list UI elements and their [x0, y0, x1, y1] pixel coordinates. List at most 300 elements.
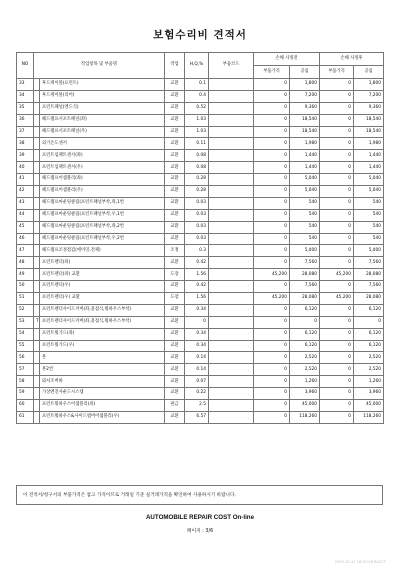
row-no: 44: [17, 209, 34, 221]
row-item-name: 프런트임팩트센서(좌): [40, 150, 165, 162]
row-part-code: [209, 79, 254, 91]
row-part-price-before: 0: [254, 281, 290, 293]
row-part-code: [209, 233, 254, 245]
row-part-code: [209, 388, 254, 400]
row-part-price-after: 0: [320, 245, 354, 257]
header-work: 작업: [165, 53, 185, 79]
row-no: 49: [17, 269, 34, 281]
row-hours: 0.11: [185, 138, 209, 150]
row-hours: 6.57: [185, 411, 209, 423]
row-part-code: [209, 352, 254, 364]
row-part-price-after: 0: [320, 400, 354, 412]
header-labor-after: 공임: [354, 66, 384, 79]
row-hours: 0.14: [185, 364, 209, 376]
header-item: 작업항목 및 부품명: [34, 53, 165, 79]
row-labor-after: 540: [354, 197, 384, 209]
row-work-type: 교환: [165, 411, 185, 423]
row-labor-after: 18,540: [354, 114, 384, 126]
page-number: 페이지 : 3/6: [186, 529, 214, 534]
row-hours: 0.52: [185, 102, 209, 114]
row-no: 34: [17, 90, 34, 102]
row-labor-after: 540: [354, 221, 384, 233]
row-no: 55: [17, 340, 34, 352]
table-row: [17, 197, 384, 209]
header-hours: H,Q,%: [185, 53, 209, 79]
row-labor-after: 1,440: [354, 150, 384, 162]
row-labor-before: 2,520: [290, 364, 320, 376]
row-part-code: [209, 174, 254, 186]
row-hours: 0.22: [185, 388, 209, 400]
row-part-price-after: 0: [320, 90, 354, 102]
row-part-price-after: 0: [320, 186, 354, 198]
header-part-code: 부품코드: [209, 53, 254, 79]
row-hours: 1.56: [185, 269, 209, 281]
row-part-price-after: 0: [320, 79, 354, 91]
row-part-price-before: 0: [254, 114, 290, 126]
row-work-type: 교환: [165, 316, 185, 328]
row-labor-after: 1,260: [354, 376, 384, 388]
row-labor-before: 7,560: [290, 281, 320, 293]
row-part-price-after: 0: [320, 150, 354, 162]
row-item-name: 프런트휠하우스&사이드멤버어셈블리(우): [40, 411, 165, 423]
row-part-code: [209, 376, 254, 388]
row-part-code: [209, 209, 254, 221]
row-part-code: [209, 328, 254, 340]
row-no: 38: [17, 138, 34, 150]
row-labor-after: 2,520: [354, 364, 384, 376]
row-item-name: 헤드램프마운팅클립(프런트패널부착,좌,2번: [40, 221, 165, 233]
row-work-type: 교환: [165, 328, 185, 340]
row-part-price-before: 0: [254, 233, 290, 245]
row-no: 39: [17, 150, 34, 162]
row-hours: 2.5: [185, 400, 209, 412]
table-row: [17, 304, 384, 316]
row-no: 60: [17, 400, 34, 412]
row-work-type: 교환: [165, 102, 185, 114]
row-part-code: [209, 138, 254, 150]
row-hours: 0.08: [185, 162, 209, 174]
row-hours: 0.03: [185, 233, 209, 245]
row-labor-after: 7,560: [354, 257, 384, 269]
row-labor-after: 3,960: [354, 388, 384, 400]
row-part-price-after: 0: [320, 388, 354, 400]
row-part-price-before: 0: [254, 245, 290, 257]
row-no: 51: [17, 293, 34, 305]
row-part-price-before: 0: [254, 411, 290, 423]
row-part-price-after: 0: [320, 364, 354, 376]
row-labor-after: 5,040: [354, 186, 384, 198]
row-item-name: 프런트휠가드(좌): [40, 328, 165, 340]
row-work-type: 조정: [165, 245, 185, 257]
row-labor-after: 7,200: [354, 90, 384, 102]
row-work-type: 교환: [165, 162, 185, 174]
row-hours: 0.03: [185, 209, 209, 221]
table-row: [17, 269, 384, 281]
table-row: [17, 233, 384, 245]
row-work-type: 교환: [165, 126, 185, 138]
row-labor-after: 1,800: [354, 79, 384, 91]
row-labor-before: 5,040: [290, 186, 320, 198]
row-part-code: [209, 186, 254, 198]
row-part-code: [209, 221, 254, 233]
row-item-name: 외기온도센서: [40, 138, 165, 150]
row-part-price-before: 0: [254, 79, 290, 91]
row-hours: 0.28: [185, 174, 209, 186]
row-labor-before: 540: [290, 209, 320, 221]
row-labor-before: 0: [290, 316, 320, 328]
row-hours: 0.28: [185, 186, 209, 198]
row-item-name: 헤드램프서포트패널(좌): [40, 114, 165, 126]
table-row: [17, 257, 384, 269]
row-work-type: 교환: [165, 281, 185, 293]
row-part-code: [209, 150, 254, 162]
row-hours: 0.14: [185, 352, 209, 364]
row-part-code: [209, 257, 254, 269]
table-row: [17, 174, 384, 186]
row-hours: 0.03: [185, 221, 209, 233]
row-item-name: 프런트펜더(우) 교환: [40, 293, 165, 305]
row-labor-before: 7,200: [290, 90, 320, 102]
row-part-price-before: 0: [254, 102, 290, 114]
row-part-price-after: 0: [320, 114, 354, 126]
row-item-name: 프런트임팩트센서(우): [40, 162, 165, 174]
row-labor-after: 1,980: [354, 138, 384, 150]
row-labor-before: 1,980: [290, 138, 320, 150]
row-part-code: [209, 126, 254, 138]
table-row: [17, 221, 384, 233]
table-row: [17, 209, 384, 221]
row-hours: 1.03: [185, 114, 209, 126]
table-row: [17, 126, 384, 138]
row-part-code: [209, 197, 254, 209]
row-labor-before: 2,520: [290, 352, 320, 364]
row-labor-after: 6,120: [354, 304, 384, 316]
table-row: [17, 293, 384, 305]
row-part-code: [209, 90, 254, 102]
price-disclaimer-note: 이 견적서/청구서의 부품가격은 참고 가격이므로 거래일 기준 실거래가격을 확인하여 사용하시기 바랍니다.: [16, 485, 383, 505]
row-work-type: 교환: [165, 197, 185, 209]
row-part-code: [209, 411, 254, 423]
row-work-type: 교환: [165, 340, 185, 352]
row-part-price-before: 0: [254, 364, 290, 376]
print-timestamp: 2023-10-17 16:37:08 R0CCT: [334, 560, 386, 564]
row-part-price-after: 0: [320, 102, 354, 114]
table-row: [17, 138, 384, 150]
row-labor-after: 9,360: [354, 102, 384, 114]
row-item-name: 프런트패널(엔드식): [40, 102, 165, 114]
row-part-code: [209, 114, 254, 126]
row-labor-before: 28,080: [290, 269, 320, 281]
row-no: 33: [17, 79, 34, 91]
row-part-price-before: 0: [254, 376, 290, 388]
row-no: 37: [17, 126, 34, 138]
row-labor-after: 5,400: [354, 245, 384, 257]
row-labor-after: 7,560: [354, 281, 384, 293]
table-row: [17, 411, 384, 423]
row-labor-before: 6,120: [290, 340, 320, 352]
row-part-price-after: 0: [320, 376, 354, 388]
row-labor-after: 6,120: [354, 328, 384, 340]
row-part-code: [209, 102, 254, 114]
row-part-price-after: 0: [320, 304, 354, 316]
row-labor-before: 1,440: [290, 150, 320, 162]
row-part-price-after: 0: [320, 411, 354, 423]
table-row: [17, 364, 384, 376]
row-part-price-after: 45,200: [320, 293, 354, 305]
row-labor-after: 28,080: [354, 293, 384, 305]
row-labor-before: 1,440: [290, 162, 320, 174]
row-labor-after: 540: [354, 209, 384, 221]
row-part-code: [209, 281, 254, 293]
row-no: 57: [17, 364, 34, 376]
table-row: [17, 186, 384, 198]
table-row: [17, 388, 384, 400]
row-work-type: 교환: [165, 376, 185, 388]
row-part-price-before: 0: [254, 197, 290, 209]
table-row: [17, 281, 384, 293]
row-part-price-after: 0: [320, 316, 354, 328]
row-item-name: 헤드램프마운팅클립(프런트패널부착,우,2번: [40, 233, 165, 245]
row-no: 47: [17, 245, 34, 257]
row-labor-before: 7,560: [290, 257, 320, 269]
row-work-type: 판금: [165, 400, 185, 412]
row-part-price-after: 0: [320, 126, 354, 138]
row-item-name: 후드케이블(리어): [40, 90, 165, 102]
row-labor-before: 3,960: [290, 388, 320, 400]
table-row: [17, 79, 384, 91]
row-part-price-after: 45,200: [320, 269, 354, 281]
row-labor-before: 118,260: [290, 411, 320, 423]
row-work-type: 교환: [165, 114, 185, 126]
row-part-price-after: 0: [320, 197, 354, 209]
row-labor-before: 6,120: [290, 328, 320, 340]
header-part-price-after: 부품가격: [320, 66, 354, 79]
row-labor-after: 6,120: [354, 340, 384, 352]
table-row: [17, 316, 384, 328]
row-no: 58: [17, 376, 34, 388]
row-part-price-before: 0: [254, 388, 290, 400]
table-row: [17, 340, 384, 352]
row-labor-after: 5,040: [354, 174, 384, 186]
row-part-price-after: 0: [320, 221, 354, 233]
header-no: NO: [17, 53, 34, 79]
row-no: 35: [17, 102, 34, 114]
row-item-name: 프런트펜더(좌) 교환: [40, 269, 165, 281]
row-part-price-after: 0: [320, 174, 354, 186]
row-labor-before: 45,000: [290, 400, 320, 412]
row-labor-before: 9,360: [290, 102, 320, 114]
row-part-price-before: 0: [254, 221, 290, 233]
row-part-price-before: 0: [254, 150, 290, 162]
row-labor-after: 1,440: [354, 162, 384, 174]
table-row: [17, 90, 384, 102]
row-part-price-before: 0: [254, 400, 290, 412]
row-item-name: 헤드램프어셈블리(우): [40, 186, 165, 198]
row-hours: 0.03: [185, 197, 209, 209]
row-hours: 1.56: [185, 293, 209, 305]
row-labor-before: 6,120: [290, 304, 320, 316]
row-part-price-before: 0: [254, 138, 290, 150]
row-work-type: 교환: [165, 352, 185, 364]
row-work-type: 교환: [165, 174, 185, 186]
header-labor-before: 공임: [290, 66, 320, 79]
table-row: [17, 376, 384, 388]
row-no: 36: [17, 114, 34, 126]
row-part-price-before: 0: [254, 90, 290, 102]
row-item-name: 프런트휠하우스어셈블리(좌): [40, 400, 165, 412]
row-item-name: 프런트휠가드(우): [40, 340, 165, 352]
row-no: 54: [17, 328, 34, 340]
row-no: 52: [17, 304, 34, 316]
row-labor-before: 18,540: [290, 126, 320, 138]
row-hours: 0.1: [185, 79, 209, 91]
row-item-name: 헤드램프조정점검(에이밍,전체): [40, 245, 165, 257]
row-no: 56: [17, 352, 34, 364]
row-work-type: 교환: [165, 138, 185, 150]
row-part-price-before: 0: [254, 186, 290, 198]
table-row: [17, 150, 384, 162]
row-hours: 0.4: [185, 90, 209, 102]
row-item-name: 헤드램프마운팅클립(프런트패널부착,우,1번: [40, 209, 165, 221]
row-part-code: [209, 316, 254, 328]
row-work-type: 교환: [165, 209, 185, 221]
row-part-code: [209, 245, 254, 257]
row-item-name: 와셔조버하: [40, 376, 165, 388]
footer-title: AUTOMOBILE REPAIR COST On-line: [145, 514, 255, 521]
row-part-price-after: 0: [320, 162, 354, 174]
row-part-code: [209, 340, 254, 352]
table-row: [17, 352, 384, 364]
row-part-code: [209, 304, 254, 316]
header-after-assessment: 손해 사정후: [320, 53, 384, 66]
row-part-code: [209, 162, 254, 174]
row-hours: 0.07: [185, 376, 209, 388]
row-part-price-after: 0: [320, 257, 354, 269]
row-labor-after: 2,520: [354, 352, 384, 364]
row-item-name: 혼2번: [40, 364, 165, 376]
row-no: 46: [17, 233, 34, 245]
row-item-name: 헤드램프마운팅클립(프런트패널부착,좌,1번: [40, 197, 165, 209]
row-no: 50: [17, 281, 34, 293]
row-item-name: 프런트펜더(우): [40, 281, 165, 293]
row-part-price-before: 0: [254, 257, 290, 269]
row-labor-before: 1,800: [290, 79, 320, 91]
row-no: 43: [17, 197, 34, 209]
row-work-type: 교환: [165, 90, 185, 102]
row-no: 59: [17, 388, 34, 400]
row-part-code: [209, 364, 254, 376]
row-no: 48: [17, 257, 34, 269]
row-hours: 1.03: [185, 126, 209, 138]
row-hours: 0.42: [185, 281, 209, 293]
document-title: 보험수리비 견적서: [153, 29, 247, 41]
row-part-price-before: 0: [254, 304, 290, 316]
row-part-price-after: 0: [320, 281, 354, 293]
row-part-price-before: 0: [254, 352, 290, 364]
row-no: 53: [17, 316, 34, 328]
row-part-price-after: 0: [320, 328, 354, 340]
row-part-price-after: 0: [320, 233, 354, 245]
row-labor-before: 28,080: [290, 293, 320, 305]
row-work-type: 교환: [165, 186, 185, 198]
table-row: [17, 114, 384, 126]
row-hours: 0.42: [185, 257, 209, 269]
table-row: [17, 245, 384, 257]
table-row: [17, 102, 384, 114]
row-no: 61: [17, 411, 34, 423]
row-labor-after: 28,080: [354, 269, 384, 281]
row-work-type: 도장: [165, 293, 185, 305]
row-hours: 0.08: [185, 150, 209, 162]
row-part-price-before: 0: [254, 316, 290, 328]
row-part-code: [209, 269, 254, 281]
row-part-price-before: 0: [254, 340, 290, 352]
row-part-price-before: 0: [254, 174, 290, 186]
row-part-price-before: 0: [254, 209, 290, 221]
row-labor-after: 18,540: [354, 126, 384, 138]
row-hours: 0.34: [185, 304, 209, 316]
row-hours: 0.3: [185, 245, 209, 257]
row-part-price-before: 0: [254, 126, 290, 138]
row-labor-before: 5,040: [290, 174, 320, 186]
row-item-name: 헤드램프서포트패널(우): [40, 126, 165, 138]
row-labor-before: 18,540: [290, 114, 320, 126]
row-labor-before: 540: [290, 233, 320, 245]
row-work-type: 교환: [165, 233, 185, 245]
header-before-assessment: 손해 사정전: [254, 53, 320, 66]
row-hours: 0.34: [185, 340, 209, 352]
table-row: [17, 400, 384, 412]
row-part-price-before: 45,200: [254, 293, 290, 305]
row-no: 42: [17, 186, 34, 198]
row-labor-before: 540: [290, 221, 320, 233]
row-part-price-before: 0: [254, 162, 290, 174]
row-work-type: 도장: [165, 269, 185, 281]
row-labor-after: 45,000: [354, 400, 384, 412]
row-labor-after: 540: [354, 233, 384, 245]
header-part-price-before: 부품가격: [254, 66, 290, 79]
row-item-name: 가상엔진사운드시스템: [40, 388, 165, 400]
row-item-name: 혼: [40, 352, 165, 364]
row-work-type: 교환: [165, 364, 185, 376]
row-work-type: 교환: [165, 221, 185, 233]
row-no: 40: [17, 162, 34, 174]
row-work-type: 교환: [165, 304, 185, 316]
row-no: 45: [17, 221, 34, 233]
row-hours: 0: [185, 316, 209, 328]
row-labor-after: 118,260: [354, 411, 384, 423]
row-item-name: 프런트펜더(좌): [40, 257, 165, 269]
row-labor-before: 540: [290, 197, 320, 209]
row-item-name: 프런트펜더사이드커버(좌,용접식,휠하우스부착): [40, 316, 165, 328]
row-work-type: 교환: [165, 257, 185, 269]
row-work-type: 교환: [165, 388, 185, 400]
table-row: [17, 162, 384, 174]
row-item-name: 프런트펜더사이드커버(좌,용접식,휠하우스부착): [40, 304, 165, 316]
row-part-code: [209, 293, 254, 305]
row-item-name: 후드케이블(프런트): [40, 79, 165, 91]
row-item-name: 헤드램프어셈블리(좌): [40, 174, 165, 186]
row-part-price-before: 45,200: [254, 269, 290, 281]
row-labor-after: 0: [354, 316, 384, 328]
row-hours: 0.34: [185, 328, 209, 340]
row-labor-before: 1,260: [290, 376, 320, 388]
estimate-table-body: [17, 79, 384, 424]
row-part-price-after: 0: [320, 352, 354, 364]
row-no: 41: [17, 174, 34, 186]
row-part-price-before: 0: [254, 328, 290, 340]
row-work-type: 교환: [165, 150, 185, 162]
